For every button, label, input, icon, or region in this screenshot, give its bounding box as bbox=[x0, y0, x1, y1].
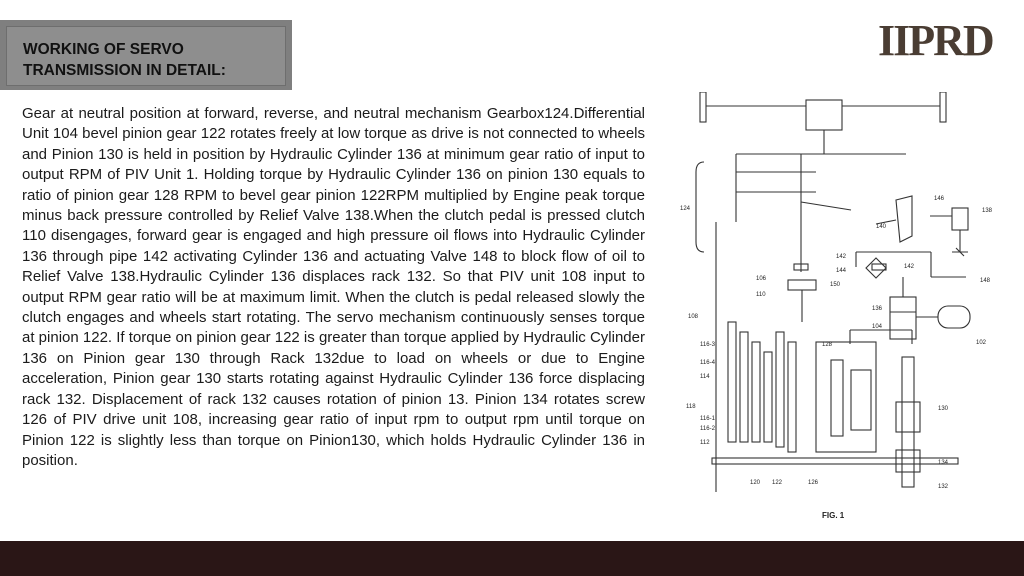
wheel-top-right bbox=[940, 92, 946, 122]
label-138: 138 bbox=[982, 208, 993, 214]
label-112: 112 bbox=[700, 440, 710, 446]
slide-title: WORKING OF SERVO TRANSMISSION IN DETAIL: bbox=[23, 41, 226, 79]
label-102: 102 bbox=[976, 340, 987, 346]
title-box bbox=[0, 20, 292, 90]
label-114: 114 bbox=[700, 374, 710, 380]
label-130: 130 bbox=[938, 406, 949, 412]
label-140: 140 bbox=[876, 224, 887, 230]
label-144: 144 bbox=[836, 268, 847, 274]
label-116-1: 116-1 bbox=[700, 416, 715, 422]
label-116-4: 116-4 bbox=[700, 360, 715, 366]
label-108: 108 bbox=[688, 314, 699, 320]
label-128: 128 bbox=[822, 342, 833, 348]
main-shaft bbox=[712, 458, 958, 464]
logo-text: IIPRD bbox=[878, 16, 993, 65]
label-146: 146 bbox=[934, 196, 945, 202]
label-120: 120 bbox=[750, 480, 761, 486]
clutch-110 bbox=[788, 280, 816, 290]
label-106: 106 bbox=[756, 276, 767, 282]
label-132: 132 bbox=[938, 484, 949, 490]
label-142a: 142 bbox=[836, 254, 847, 260]
body-paragraph: Gear at neutral position at forward, reverse, and neutral mechanism Gearbox124.Differential Unit 104 bevel pinion gear 122 rotates freely at low torque as drive is not connected to wheels and Pinion 130 is held in position by Hydraulic Cylinder 136 at minimum gear ratio of input to output RPM of PIV Unit 1. Holding torque by Hydraulic Cylinder 136 on pinion 130 equals to ratio of pinion gear 128 RPM to bevel gear pinion 122RPM multiplied by Engine peak torque minus back pressure controlled by Relief Valve 138.When the clutch pedal is pressed clutch 110 disengages, forward gear is engaged and high pressure oil flows into Hydraulic Cylinder 136 through pipe 142 activating Cylinder 136 and actuating Valve 148 to block flow of oil to Relief Valve 138.Hydraulic Cylinder 136 displaces rack 132. So that PIV unit 108 input to output RPM gear ratio will be at maximum limit. When the clutch is pedal released slowly the clutch engages and wheels start rotating. The servo mechanism continuously senses torque at pinion 122. If torque on pinion gear 122 is greater than torque applied by Hydraulic Cylinder 136 on Pinion gear 130 through Rack 132due to load on wheels or due to Engine acceleration, Pinion gear 130 starts rotating against Hydraulic Cylinder 136 force displacing rack 132. Displacement of rack 132 causes rotation of pinion 13. Pinion 134 rotates screw 126 of PIV drive unit 108, increasing gear ratio of input rpm to output rpm until torque on Pinion 122 is slightly less than torque on Pinion130, which holds Hydraulic Cylinder 136 in position. bbox=[22, 105, 645, 469]
label-124: 124 bbox=[680, 206, 691, 212]
label-104: 104 bbox=[872, 324, 883, 330]
title-panel bbox=[6, 26, 286, 86]
label-116-3: 116-3 bbox=[700, 342, 715, 348]
differential-104 bbox=[816, 342, 876, 452]
lever-140 bbox=[896, 196, 912, 242]
label-136: 136 bbox=[872, 306, 883, 312]
differential-box bbox=[806, 100, 842, 130]
label-122: 122 bbox=[772, 480, 783, 486]
label-116-2: 116-2 bbox=[700, 426, 715, 432]
figure-caption: FIG. 1 bbox=[822, 511, 845, 520]
accumulator-102 bbox=[938, 306, 970, 328]
label-134: 134 bbox=[938, 460, 949, 466]
rack-132 bbox=[902, 357, 914, 487]
patent-figure bbox=[676, 92, 1012, 522]
label-110: 110 bbox=[756, 292, 766, 298]
label-150: 150 bbox=[830, 282, 841, 288]
footer-bar bbox=[0, 541, 1024, 576]
label-126: 126 bbox=[808, 480, 819, 486]
wheel-top-left bbox=[700, 92, 706, 122]
label-142b: 142 bbox=[904, 264, 915, 270]
label-148: 148 bbox=[980, 278, 991, 284]
logo bbox=[878, 18, 1008, 64]
label-118: 118 bbox=[686, 404, 696, 410]
